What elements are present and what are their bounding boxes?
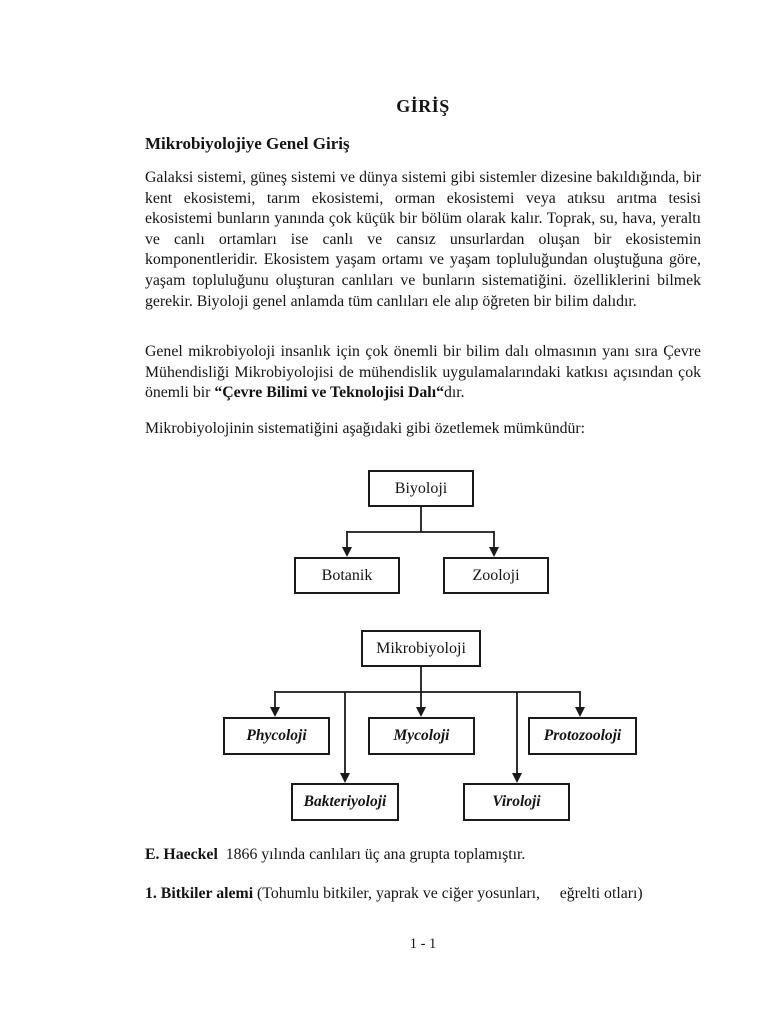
diagram-node-botanik: Botanik [294, 557, 400, 594]
diagram-node-bakteriyoloji: Bakteriyoloji [291, 783, 399, 821]
protozooloji-arrowhead [575, 707, 585, 717]
diagram-node-viroloji: Viroloji [463, 783, 570, 821]
haeckel-name: E. Haeckel [145, 846, 218, 863]
diagram-node-phycoloji: Phycoloji [223, 717, 330, 755]
paragraph-microbiology [145, 342, 701, 404]
haeckel-line [145, 846, 701, 864]
diagram-node-zooloji: Zooloji [443, 557, 549, 594]
botanik-arrowhead [342, 547, 352, 557]
page-number: 1 - 1 [409, 936, 437, 952]
paragraph-microbiology-start: Genel mikrobiyoloji insanlık için çok önemli bir bilim dalı olmasının yanı sıra Çevre Mühendisliği Mikrobiyolojisi de mühendislik uygulamalarındaki katkısı açısından çok önemli bir [145, 343, 701, 402]
diagram-node-biyoloji: Biyoloji [368, 470, 474, 507]
paragraph-microbiology-end: dır. [443, 384, 465, 402]
page-title: GİRİŞ [396, 96, 450, 116]
paragraph-systematics: Mikrobiyolojinin sistematiğini aşağıdaki gibi özetlemek mümkündür: [145, 420, 586, 437]
paragraph-microbiology-bold-phrase: “Çevre Bilimi ve Teknolojisi Dalı“ [214, 384, 444, 402]
zooloji-arrowhead [489, 547, 499, 557]
diagram-node-mikrobiyoloji: Mikrobiyoloji [361, 630, 481, 667]
mycoloji-arrowhead [416, 707, 426, 717]
bitkiler-label: 1. Bitkiler alemi [145, 885, 254, 902]
bitkiler-line [145, 885, 701, 903]
haeckel-rest: 1866 yılında canlıları üç ana grupta toplamıştır. [217, 846, 526, 863]
paragraph-ecosystem-text: Galaksi sistemi, güneş sistemi ve dünya sistemi gibi sistemler dizesine bakıldığında, bir kent ekosistemi, tarım ekosistemi, orman ekosistemi veya atıksu arıtma tesisi ekosistemi bunların yanında çok küçük bir bölüm olarak kalır. Toprak, su, hava, yeraltı ve canlı ortamları ise canlı ve cansız unsurlardan oluşan bir ekosistemin komponentleridir. Ekosistem yaşam ortamı ve yaşam topluluğundan oluştuğuna göre, yaşam topluluğunu oluşturan canlıları ve bunların sistematiğini. özelliklerini bilmek gerekir. Biyoloji genel anlamda tüm canlıları ele alıp öğreten bir bilim dalıdır. [145, 169, 701, 310]
section-heading: Mikrobiyolojiye Genel Giriş [145, 134, 350, 153]
viroloji-arrowhead [512, 773, 522, 783]
bakteriyoloji-arrowhead [340, 773, 350, 783]
diagram-node-protozooloji: Protozooloji [528, 717, 637, 755]
phycoloji-arrowhead [270, 707, 280, 717]
bitkiler-rest: (Tohumlu bitkiler, yaprak ve ciğer yosunları, eğrelti otları) [253, 885, 643, 902]
diagram-node-mycoloji: Mycoloji [368, 717, 475, 755]
paragraph-ecosystem [145, 168, 701, 312]
